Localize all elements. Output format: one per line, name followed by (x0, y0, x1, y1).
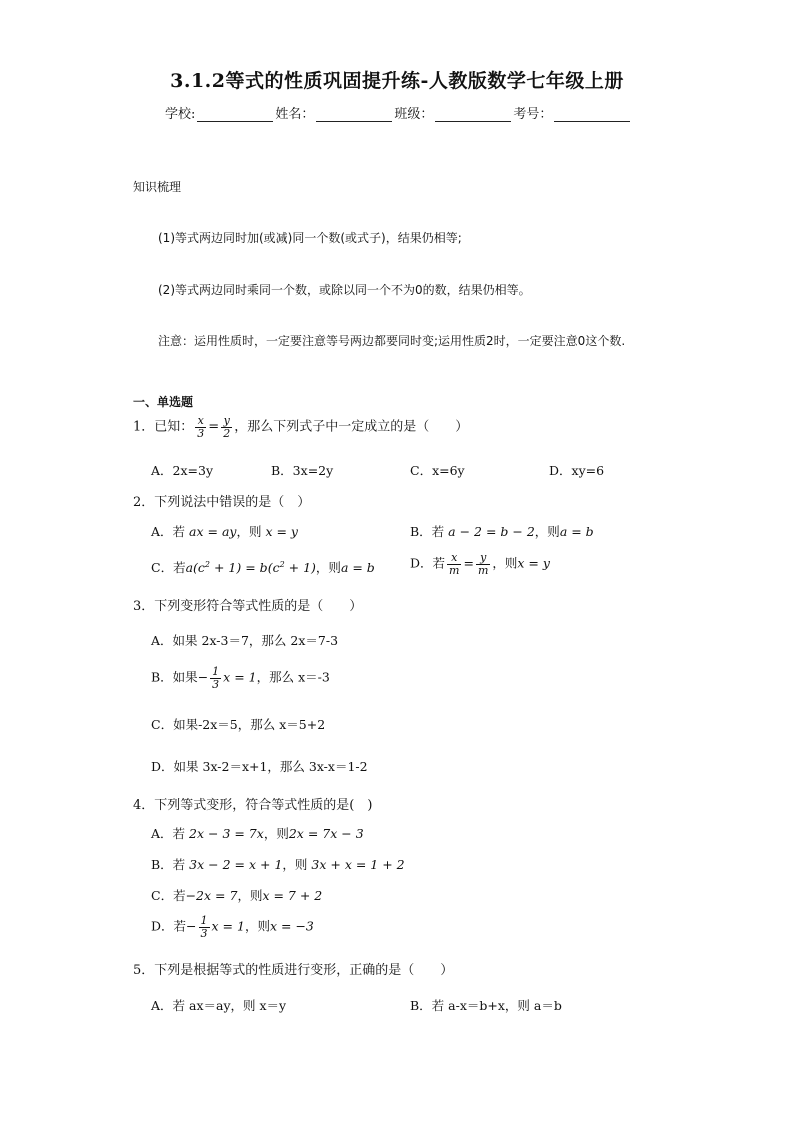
q2-option-d[interactable] (410, 552, 550, 576)
q2-a-result: x = y (265, 524, 298, 539)
q4-b-result: 3x + x = 1 + 2 (311, 857, 405, 872)
q1-frac1-den: 3 (197, 426, 205, 440)
q2-d-frac2-num: y (476, 552, 490, 565)
page-title: 3.1.2等式的性质巩固提升练-人教版数学七年级上册 (170, 70, 624, 92)
school-blank[interactable] (197, 107, 273, 122)
q3-b-expr: x = 1 (223, 669, 257, 685)
q4-b-expr: 3x − 2 = x + 1 (189, 857, 283, 872)
q1-frac1-num: x (195, 415, 206, 428)
name-blank[interactable] (316, 107, 392, 122)
q2-option-c[interactable] (151, 558, 375, 576)
q1-option-a[interactable]: A．2x=3y (151, 463, 214, 478)
q1-fraction-y (221, 415, 232, 439)
q3-b-fraction (210, 666, 221, 690)
q4-d-result: x = −3 (269, 918, 314, 934)
q3-option-d[interactable]: D．如果 3x-2＝x+1，那么 3x-x＝1-2 (151, 759, 368, 774)
q2-b-prefix: B．若 (410, 524, 445, 539)
q4-c-expr: −2x = 7 (185, 888, 238, 903)
q4-option-b[interactable] (151, 855, 405, 873)
q4-c-then: ，则 (237, 888, 263, 903)
q4-d-then: ，则 (244, 918, 270, 934)
q2-a-expr: ax = ay (189, 524, 237, 539)
number-blank[interactable] (554, 107, 630, 122)
q2-c-expr (186, 560, 316, 575)
q1-prefix: 1．已知： (133, 419, 194, 435)
q1-frac2-num: y (221, 415, 232, 428)
q2-d-frac2-den: m (477, 563, 489, 577)
q1-suffix: ，那么下列式子中一定成立的是（ ） (234, 419, 469, 435)
q4-option-a[interactable] (151, 824, 364, 842)
q1-option-d[interactable]: D．xy=6 (549, 463, 605, 478)
q2-c-exponent-2: 2 (279, 559, 285, 569)
q2-d-fraction-x (447, 552, 461, 576)
q2-d-then: ，则 (492, 555, 518, 571)
knowledge-note: 注意：运用性质时，一定要注意等号两边都要同时变;运用性质2时，一定要注意0这个数. (158, 334, 626, 348)
q3-b-minus: − (197, 669, 209, 685)
q3-b-prefix: B．如果 (151, 669, 198, 685)
q2-d-fraction-y (476, 552, 490, 576)
q2-option-a[interactable] (151, 522, 298, 540)
q2-d-frac1-den: m (449, 563, 460, 577)
q4-b-prefix: B．若 (151, 857, 186, 872)
q2-c-expr-part1: a(c (185, 560, 205, 575)
q2-b-expr: a − 2 = b − 2 (448, 524, 535, 539)
name-label: 姓名： (275, 107, 315, 122)
q2-d-frac1-num: x (447, 552, 461, 565)
q4-d-frac-den: 3 (200, 926, 208, 940)
q4-d-prefix: D．若 (151, 918, 187, 934)
q4-d-expr: x = 1 (211, 918, 245, 934)
question-1-stem (133, 415, 468, 439)
q2-option-b[interactable] (410, 522, 594, 540)
question-5-stem: 5．下列是根据等式的性质进行变形，正确的是（ ） (133, 963, 454, 978)
q1-option-b[interactable]: B．3x=2y (271, 463, 334, 478)
q1-fraction-x (195, 415, 206, 439)
section-heading: 一、单选题 (133, 395, 194, 409)
q4-a-prefix: A．若 (151, 826, 186, 841)
q1-equals: = (208, 419, 220, 435)
question-3-stem: 3．下列变形符合等式性质的是（ ） (133, 599, 363, 614)
class-blank[interactable] (435, 107, 511, 122)
q2-a-prefix: A．若 (151, 524, 186, 539)
q4-a-then: ，则 (263, 826, 289, 841)
q4-c-result: x = 7 + 2 (262, 888, 323, 903)
q2-d-result: x = y (517, 555, 550, 571)
q2-c-expr-part2: + 1) = b(c (210, 560, 280, 575)
school-label: 学校: (165, 107, 196, 122)
q5-option-b[interactable]: B．若 a-x＝b+x，则 a＝b (410, 998, 562, 1013)
q4-d-fraction (199, 915, 210, 939)
student-info-line (165, 103, 632, 122)
q3-option-a[interactable]: A．如果 2x-3＝7，那么 2x＝7-3 (151, 633, 339, 648)
q3-b-frac-den: 3 (212, 677, 220, 691)
class-label: 班级： (394, 107, 434, 122)
number-label: 考号： (513, 107, 553, 122)
q4-a-expr: 2x − 3 = 7x (189, 826, 264, 841)
q3-option-b[interactable] (151, 666, 330, 690)
q2-d-prefix: D．若 (410, 555, 446, 571)
knowledge-point-2: (2)等式两边同时乘同一个数，或除以同一个不为0的数，结果仍相等。 (158, 283, 531, 297)
q2-d-equals: = (463, 555, 474, 571)
q2-b-then: ，则 (534, 524, 560, 539)
q4-option-c[interactable] (151, 886, 322, 904)
q4-option-d[interactable] (151, 915, 314, 939)
q4-b-then: ，则 (282, 857, 312, 872)
q2-a-then: ，则 (236, 524, 262, 539)
question-2-stem: 2．下列说法中错误的是（ ） (133, 495, 311, 510)
q1-option-c[interactable]: C．x=6y (410, 463, 465, 478)
q2-c-prefix: C．若 (151, 560, 186, 575)
q4-d-minus: − (186, 918, 197, 934)
knowledge-point-1: (1)等式两边同时加(或减)同一个数(或式子)，结果仍相等; (158, 231, 462, 245)
q5-option-a[interactable]: A．若 ax＝ay，则 x＝y (151, 998, 287, 1013)
q4-a-result: 2x = 7x − 3 (288, 826, 364, 841)
q2-c-result: a = b (340, 560, 375, 575)
q3-b-suffix: ，那么 x＝-3 (256, 669, 330, 685)
q2-c-exponent-1: 2 (204, 559, 211, 569)
q2-c-then: ，则 (315, 560, 341, 575)
q3-option-c[interactable]: C．如果-2x＝5，那么 x＝5+2 (151, 717, 326, 732)
q1-frac2-den: 2 (223, 426, 231, 440)
q3-b-frac-num: 1 (212, 665, 220, 678)
q4-c-prefix: C．若 (151, 888, 186, 903)
knowledge-heading: 知识梳理 (133, 180, 182, 194)
q2-c-expr-part3: + 1) (284, 560, 316, 575)
q2-b-result: a = b (559, 524, 594, 539)
q4-d-frac-num: 1 (200, 914, 208, 927)
question-4-stem: 4．下列等式变形，符合等式性质的是( ) (133, 798, 373, 813)
